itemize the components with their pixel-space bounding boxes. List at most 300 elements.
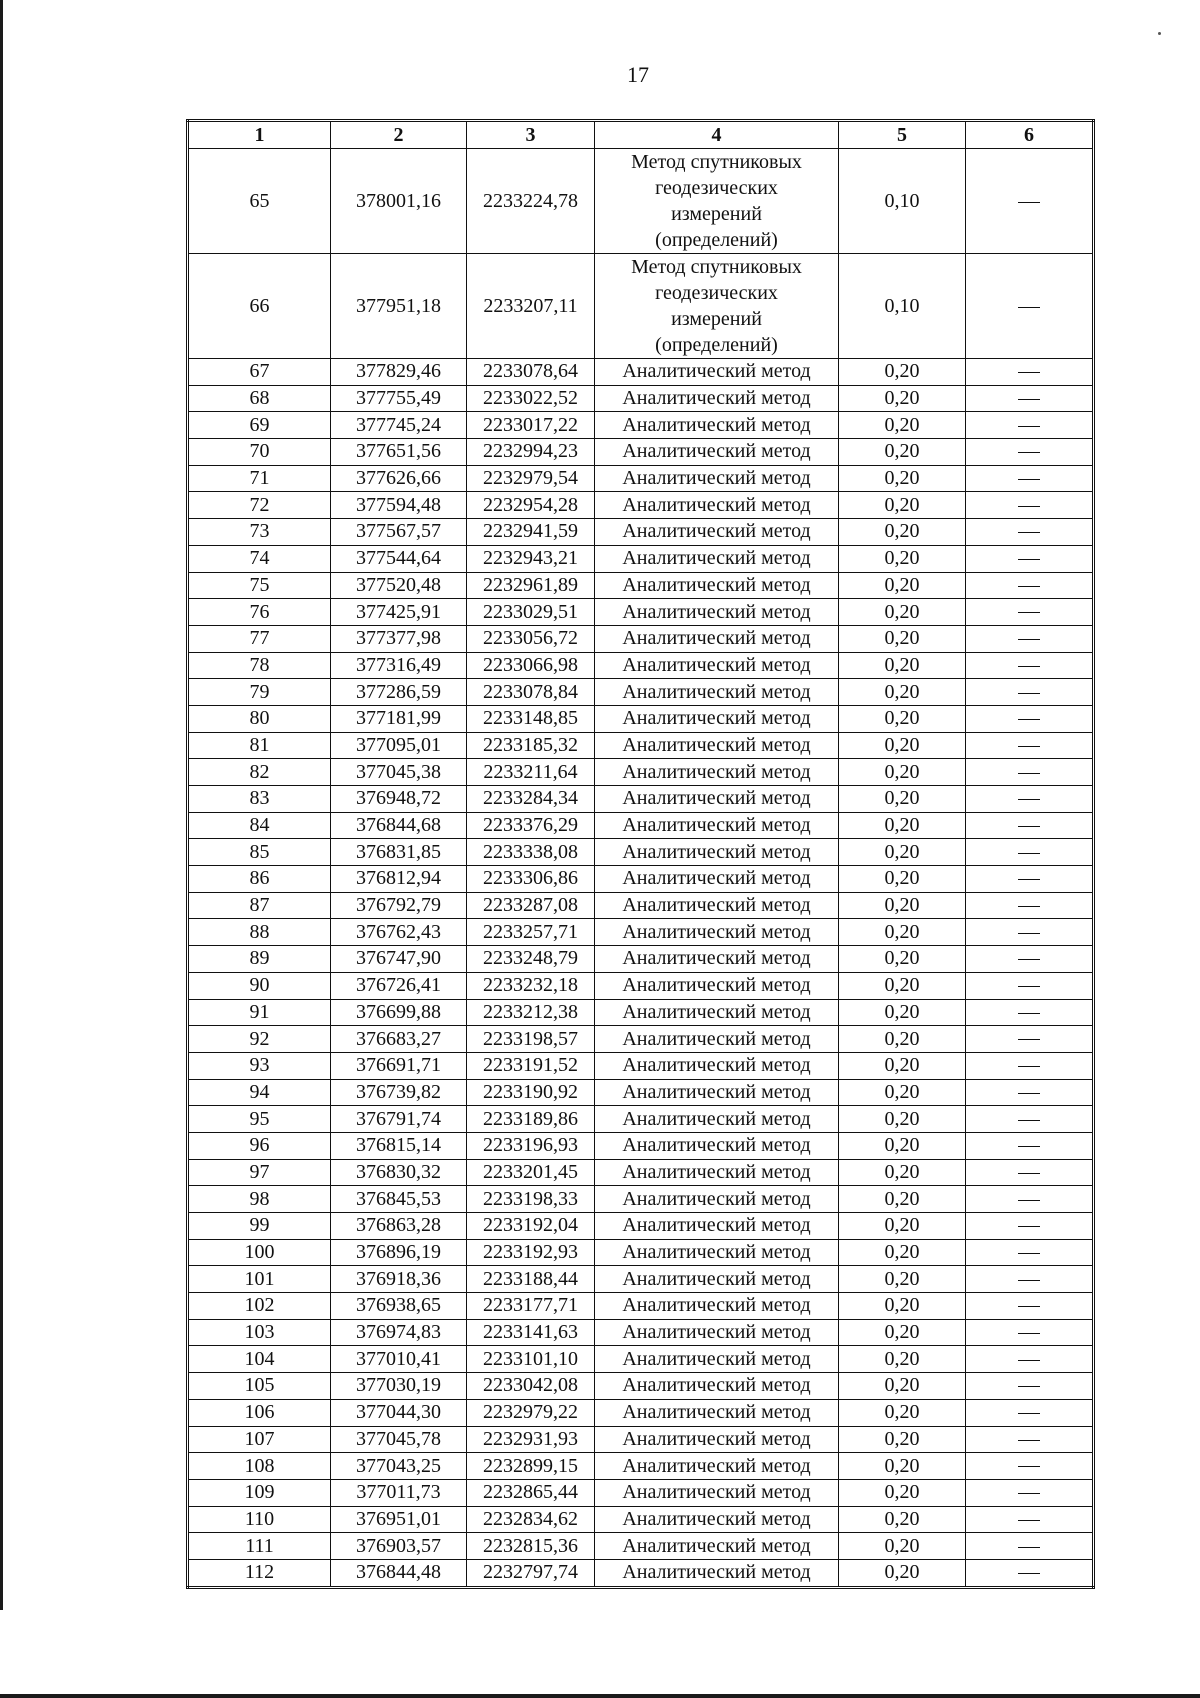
note-cell — [966, 919, 1094, 946]
header-col-4: 4 — [595, 121, 839, 149]
point-number-cell: 77 — [188, 625, 331, 652]
note-cell — [966, 1293, 1094, 1320]
dash-mark — [1018, 799, 1040, 800]
method-text: Аналитический метод — [622, 1454, 811, 1477]
dash-mark — [1018, 1360, 1040, 1361]
accuracy-cell: 0,20 — [839, 385, 966, 412]
x-coordinate-cell: 376791,74 — [331, 1106, 467, 1133]
y-coordinate-cell: 2232899,15 — [467, 1453, 595, 1480]
y-coordinate-cell: 2232954,28 — [467, 492, 595, 519]
y-coordinate-cell: 2233056,72 — [467, 625, 595, 652]
method-cell — [595, 1213, 839, 1240]
table-row — [188, 866, 1094, 893]
dash-mark — [1018, 853, 1040, 854]
x-coordinate-cell: 376903,57 — [331, 1533, 467, 1560]
note-cell — [966, 972, 1094, 999]
method-cell — [595, 599, 839, 626]
point-number-cell: 75 — [188, 572, 331, 599]
accuracy-cell: 0,20 — [839, 892, 966, 919]
table-row — [188, 1399, 1094, 1426]
point-number-cell: 102 — [188, 1293, 331, 1320]
table-row — [188, 1319, 1094, 1346]
y-coordinate-cell: 2232834,62 — [467, 1506, 595, 1533]
point-number-cell: 94 — [188, 1079, 331, 1106]
table-row — [188, 1293, 1094, 1320]
y-coordinate-cell: 2232865,44 — [467, 1479, 595, 1506]
y-coordinate-cell: 2233248,79 — [467, 946, 595, 973]
point-number-cell: 100 — [188, 1239, 331, 1266]
method-cell — [595, 679, 839, 706]
note-cell — [966, 1373, 1094, 1400]
accuracy-cell: 0,20 — [839, 759, 966, 786]
method-text: Аналитический метод — [622, 1107, 811, 1130]
point-number-cell: 105 — [188, 1373, 331, 1400]
accuracy-cell: 0,20 — [839, 1346, 966, 1373]
method-text: Аналитический метод — [622, 1481, 811, 1504]
header-row — [188, 121, 1094, 149]
accuracy-cell: 0,20 — [839, 1453, 966, 1480]
dash-mark — [1018, 719, 1040, 720]
y-coordinate-cell: 2232961,89 — [467, 572, 595, 599]
table-row — [188, 946, 1094, 973]
y-coordinate-cell: 2232815,36 — [467, 1533, 595, 1560]
accuracy-cell: 0,20 — [839, 1159, 966, 1186]
method-text: Аналитический метод — [622, 1241, 811, 1264]
method-cell — [595, 1132, 839, 1159]
method-cell — [595, 465, 839, 492]
point-number-cell: 66 — [188, 254, 331, 359]
method-text: Аналитический метод — [622, 1000, 811, 1023]
note-cell — [966, 149, 1094, 254]
y-coordinate-cell: 2232994,23 — [467, 439, 595, 466]
note-cell — [966, 1026, 1094, 1053]
method-cell — [595, 839, 839, 866]
method-cell — [595, 1106, 839, 1133]
y-coordinate-cell: 2233017,22 — [467, 412, 595, 439]
x-coordinate-cell: 377045,38 — [331, 759, 467, 786]
x-coordinate-cell: 376683,27 — [331, 1026, 467, 1053]
x-coordinate-cell: 377377,98 — [331, 625, 467, 652]
y-coordinate-cell: 2233232,18 — [467, 972, 595, 999]
x-coordinate-cell: 377651,56 — [331, 439, 467, 466]
accuracy-cell: 0,20 — [839, 1213, 966, 1240]
point-number-cell: 89 — [188, 946, 331, 973]
accuracy-cell: 0,20 — [839, 492, 966, 519]
y-coordinate-cell: 2233029,51 — [467, 599, 595, 626]
x-coordinate-cell: 376845,53 — [331, 1186, 467, 1213]
accuracy-cell: 0,20 — [839, 625, 966, 652]
accuracy-cell: 0,20 — [839, 946, 966, 973]
accuracy-cell: 0,20 — [839, 1533, 966, 1560]
x-coordinate-cell: 376844,48 — [331, 1559, 467, 1587]
dash-mark — [1018, 1200, 1040, 1201]
header-col-2: 2 — [331, 121, 467, 149]
method-text: Аналитический метод — [622, 867, 811, 890]
x-coordinate-cell: 377043,25 — [331, 1453, 467, 1480]
accuracy-cell: 0,20 — [839, 412, 966, 439]
point-number-cell: 76 — [188, 599, 331, 626]
y-coordinate-cell: 2233207,11 — [467, 254, 595, 359]
method-text: Аналитический метод — [622, 1347, 811, 1370]
point-number-cell: 106 — [188, 1399, 331, 1426]
x-coordinate-cell: 377520,48 — [331, 572, 467, 599]
point-number-cell: 93 — [188, 1052, 331, 1079]
x-coordinate-cell: 377011,73 — [331, 1479, 467, 1506]
accuracy-cell: 0,10 — [839, 149, 966, 254]
table-row — [188, 1159, 1094, 1186]
accuracy-cell: 0,20 — [839, 1293, 966, 1320]
x-coordinate-cell: 377095,01 — [331, 732, 467, 759]
method-cell — [595, 786, 839, 813]
y-coordinate-cell: 2233192,93 — [467, 1239, 595, 1266]
note-cell — [966, 385, 1094, 412]
dash-mark — [1018, 1413, 1040, 1414]
dash-mark — [1018, 1253, 1040, 1254]
table-row — [188, 1213, 1094, 1240]
x-coordinate-cell: 377425,91 — [331, 599, 467, 626]
note-cell — [966, 599, 1094, 626]
x-coordinate-cell: 376831,85 — [331, 839, 467, 866]
x-coordinate-cell: 376974,83 — [331, 1319, 467, 1346]
table-row — [188, 572, 1094, 599]
dash-mark — [1018, 452, 1040, 453]
method-cell — [595, 625, 839, 652]
point-number-cell: 101 — [188, 1266, 331, 1293]
dash-mark — [1018, 1520, 1040, 1521]
table-row — [188, 412, 1094, 439]
table-row — [188, 465, 1094, 492]
accuracy-cell: 0,20 — [839, 866, 966, 893]
table-row — [188, 1346, 1094, 1373]
accuracy-cell: 0,20 — [839, 1052, 966, 1079]
accuracy-cell: 0,20 — [839, 465, 966, 492]
table-row — [188, 625, 1094, 652]
point-number-cell: 68 — [188, 385, 331, 412]
method-cell — [595, 572, 839, 599]
method-cell — [595, 1346, 839, 1373]
accuracy-cell: 0,20 — [839, 1132, 966, 1159]
x-coordinate-cell: 377755,49 — [331, 385, 467, 412]
method-cell — [595, 1453, 839, 1480]
x-coordinate-cell: 377044,30 — [331, 1399, 467, 1426]
method-text: Аналитический метод — [622, 894, 811, 917]
note-cell — [966, 1559, 1094, 1587]
y-coordinate-cell: 2233196,93 — [467, 1132, 595, 1159]
dash-mark — [1018, 1093, 1040, 1094]
note-cell — [966, 1319, 1094, 1346]
x-coordinate-cell: 376691,71 — [331, 1052, 467, 1079]
x-coordinate-cell: 376726,41 — [331, 972, 467, 999]
method-text: Аналитический метод — [622, 1374, 811, 1397]
table-body — [188, 149, 1094, 1588]
point-number-cell: 92 — [188, 1026, 331, 1053]
method-cell — [595, 519, 839, 546]
coordinates-table — [186, 119, 1095, 1589]
point-number-cell: 91 — [188, 999, 331, 1026]
method-text: Аналитический метод — [622, 680, 811, 703]
y-coordinate-cell: 2233148,85 — [467, 705, 595, 732]
y-coordinate-cell: 2233212,38 — [467, 999, 595, 1026]
dash-mark — [1018, 1547, 1040, 1548]
method-cell — [595, 254, 839, 359]
note-cell — [966, 866, 1094, 893]
dash-mark — [1018, 986, 1040, 987]
accuracy-cell: 0,20 — [839, 919, 966, 946]
note-cell — [966, 1453, 1094, 1480]
method-cell — [595, 1426, 839, 1453]
table-header — [188, 121, 1094, 149]
method-text: Аналитический метод — [622, 920, 811, 943]
accuracy-cell: 0,20 — [839, 679, 966, 706]
method-text: Аналитический метод — [622, 1427, 811, 1450]
method-text: Аналитический метод — [622, 1187, 811, 1210]
table-row — [188, 919, 1094, 946]
header-col-1: 1 — [188, 121, 331, 149]
scan-speck — [1158, 32, 1161, 35]
y-coordinate-cell: 2233198,33 — [467, 1186, 595, 1213]
dash-mark — [1018, 746, 1040, 747]
note-cell — [966, 732, 1094, 759]
method-text: Аналитический метод — [622, 413, 811, 436]
table-row — [188, 839, 1094, 866]
x-coordinate-cell: 376815,14 — [331, 1132, 467, 1159]
y-coordinate-cell: 2233201,45 — [467, 1159, 595, 1186]
x-coordinate-cell: 376830,32 — [331, 1159, 467, 1186]
x-coordinate-cell: 376863,28 — [331, 1213, 467, 1240]
accuracy-cell: 0,20 — [839, 812, 966, 839]
x-coordinate-cell: 377567,57 — [331, 519, 467, 546]
x-coordinate-cell: 377626,66 — [331, 465, 467, 492]
x-coordinate-cell: 376699,88 — [331, 999, 467, 1026]
table-row — [188, 1266, 1094, 1293]
method-cell — [595, 999, 839, 1026]
method-cell — [595, 1559, 839, 1587]
point-number-cell: 81 — [188, 732, 331, 759]
dash-mark — [1018, 202, 1040, 203]
point-number-cell: 109 — [188, 1479, 331, 1506]
dash-mark — [1018, 506, 1040, 507]
x-coordinate-cell: 377045,78 — [331, 1426, 467, 1453]
point-number-cell: 69 — [188, 412, 331, 439]
method-cell — [595, 919, 839, 946]
dash-mark — [1018, 372, 1040, 373]
dash-mark — [1018, 1120, 1040, 1121]
method-cell — [595, 385, 839, 412]
note-cell — [966, 1186, 1094, 1213]
table-row — [188, 545, 1094, 572]
header-col-3: 3 — [467, 121, 595, 149]
dash-mark — [1018, 879, 1040, 880]
table-row — [188, 679, 1094, 706]
method-text: Аналитический метод — [622, 974, 811, 997]
x-coordinate-cell: 376896,19 — [331, 1239, 467, 1266]
method-text: Аналитический метод — [622, 387, 811, 410]
accuracy-cell: 0,20 — [839, 705, 966, 732]
accuracy-cell: 0,20 — [839, 786, 966, 813]
y-coordinate-cell: 2233306,86 — [467, 866, 595, 893]
x-coordinate-cell: 377316,49 — [331, 652, 467, 679]
dash-mark — [1018, 559, 1040, 560]
y-coordinate-cell: 2233198,57 — [467, 1026, 595, 1053]
accuracy-cell: 0,20 — [839, 545, 966, 572]
y-coordinate-cell: 2233141,63 — [467, 1319, 595, 1346]
method-cell — [595, 972, 839, 999]
method-cell — [595, 1479, 839, 1506]
method-text: Аналитический метод — [622, 520, 811, 543]
table-row — [188, 359, 1094, 386]
note-cell — [966, 254, 1094, 359]
x-coordinate-cell: 376812,94 — [331, 866, 467, 893]
note-cell — [966, 492, 1094, 519]
table-row — [188, 1506, 1094, 1533]
header-col-6: 6 — [966, 121, 1094, 149]
accuracy-cell: 0,20 — [839, 439, 966, 466]
point-number-cell: 67 — [188, 359, 331, 386]
accuracy-cell: 0,20 — [839, 359, 966, 386]
note-cell — [966, 1052, 1094, 1079]
y-coordinate-cell: 2232943,21 — [467, 545, 595, 572]
point-number-cell: 96 — [188, 1132, 331, 1159]
x-coordinate-cell: 377010,41 — [331, 1346, 467, 1373]
note-cell — [966, 759, 1094, 786]
scan-bottom-edge — [0, 1694, 1200, 1698]
table-row — [188, 999, 1094, 1026]
method-text: Аналитический метод — [622, 787, 811, 810]
table-row — [188, 1426, 1094, 1453]
method-text: Аналитический метод — [622, 707, 811, 730]
method-text: Аналитический метод — [622, 1214, 811, 1237]
method-text: Аналитический метод — [622, 467, 811, 490]
method-text: Аналитический метод — [622, 1507, 811, 1530]
x-coordinate-cell: 378001,16 — [331, 149, 467, 254]
point-number-cell: 107 — [188, 1426, 331, 1453]
y-coordinate-cell: 2233189,86 — [467, 1106, 595, 1133]
x-coordinate-cell: 376762,43 — [331, 919, 467, 946]
method-text: Аналитический метод — [622, 1294, 811, 1317]
method-cell — [595, 1079, 839, 1106]
dash-mark — [1018, 1280, 1040, 1281]
y-coordinate-cell: 2233188,44 — [467, 1266, 595, 1293]
y-coordinate-cell: 2232797,74 — [467, 1559, 595, 1587]
method-cell — [595, 1506, 839, 1533]
table-row — [188, 439, 1094, 466]
header-col-5: 5 — [839, 121, 966, 149]
dash-mark — [1018, 906, 1040, 907]
dash-mark — [1018, 1466, 1040, 1467]
x-coordinate-cell: 376951,01 — [331, 1506, 467, 1533]
point-number-cell: 110 — [188, 1506, 331, 1533]
note-cell — [966, 1239, 1094, 1266]
dash-mark — [1018, 1440, 1040, 1441]
point-number-cell: 97 — [188, 1159, 331, 1186]
table-row — [188, 1453, 1094, 1480]
dash-mark — [1018, 933, 1040, 934]
accuracy-cell: 0,20 — [839, 1239, 966, 1266]
y-coordinate-cell: 2232979,54 — [467, 465, 595, 492]
accuracy-cell: 0,20 — [839, 1426, 966, 1453]
method-text: Аналитический метод — [622, 1134, 811, 1157]
dash-mark — [1018, 639, 1040, 640]
method-cell — [595, 1373, 839, 1400]
dash-mark — [1018, 1226, 1040, 1227]
method-cell — [595, 759, 839, 786]
x-coordinate-cell: 376747,90 — [331, 946, 467, 973]
point-number-cell: 72 — [188, 492, 331, 519]
table-row — [188, 652, 1094, 679]
method-cell — [595, 812, 839, 839]
table-row — [188, 1106, 1094, 1133]
accuracy-cell: 0,20 — [839, 1399, 966, 1426]
note-cell — [966, 572, 1094, 599]
method-text: Аналитический метод — [622, 1027, 811, 1050]
note-cell — [966, 1159, 1094, 1186]
accuracy-cell: 0,10 — [839, 254, 966, 359]
dash-mark — [1018, 532, 1040, 533]
note-cell — [966, 1079, 1094, 1106]
table-row — [188, 1052, 1094, 1079]
method-cell — [595, 732, 839, 759]
scan-left-edge — [0, 0, 3, 1610]
table-row — [188, 705, 1094, 732]
dash-mark — [1018, 826, 1040, 827]
point-number-cell: 82 — [188, 759, 331, 786]
table-row — [188, 1026, 1094, 1053]
method-cell — [595, 1159, 839, 1186]
dash-mark — [1018, 586, 1040, 587]
note-cell — [966, 1346, 1094, 1373]
method-cell — [595, 492, 839, 519]
method-text: Аналитический метод — [622, 1401, 811, 1424]
note-cell — [966, 1533, 1094, 1560]
accuracy-cell: 0,20 — [839, 1479, 966, 1506]
point-number-cell: 78 — [188, 652, 331, 679]
accuracy-cell: 0,20 — [839, 1106, 966, 1133]
dash-mark — [1018, 1173, 1040, 1174]
table-row — [188, 972, 1094, 999]
x-coordinate-cell: 377544,64 — [331, 545, 467, 572]
method-text: Аналитический метод — [622, 1267, 811, 1290]
x-coordinate-cell: 377745,24 — [331, 412, 467, 439]
method-text: Аналитический метод — [622, 573, 811, 596]
method-cell — [595, 946, 839, 973]
point-number-cell: 80 — [188, 705, 331, 732]
point-number-cell: 65 — [188, 149, 331, 254]
dash-mark — [1018, 1493, 1040, 1494]
y-coordinate-cell: 2233078,64 — [467, 359, 595, 386]
note-cell — [966, 1506, 1094, 1533]
note-cell — [966, 412, 1094, 439]
table-row — [188, 732, 1094, 759]
x-coordinate-cell: 377951,18 — [331, 254, 467, 359]
table-row — [188, 519, 1094, 546]
method-text: Аналитический метод — [622, 493, 811, 516]
dash-mark — [1018, 479, 1040, 480]
accuracy-cell: 0,20 — [839, 1186, 966, 1213]
point-number-cell: 74 — [188, 545, 331, 572]
table-row — [188, 254, 1094, 359]
table-row — [188, 1479, 1094, 1506]
note-cell — [966, 1132, 1094, 1159]
x-coordinate-cell: 376844,68 — [331, 812, 467, 839]
accuracy-cell: 0,20 — [839, 519, 966, 546]
x-coordinate-cell: 376792,79 — [331, 892, 467, 919]
point-number-cell: 85 — [188, 839, 331, 866]
point-number-cell: 87 — [188, 892, 331, 919]
method-text: Аналитический метод — [622, 1561, 811, 1584]
note-cell — [966, 1266, 1094, 1293]
point-number-cell: 104 — [188, 1346, 331, 1373]
point-number-cell: 84 — [188, 812, 331, 839]
